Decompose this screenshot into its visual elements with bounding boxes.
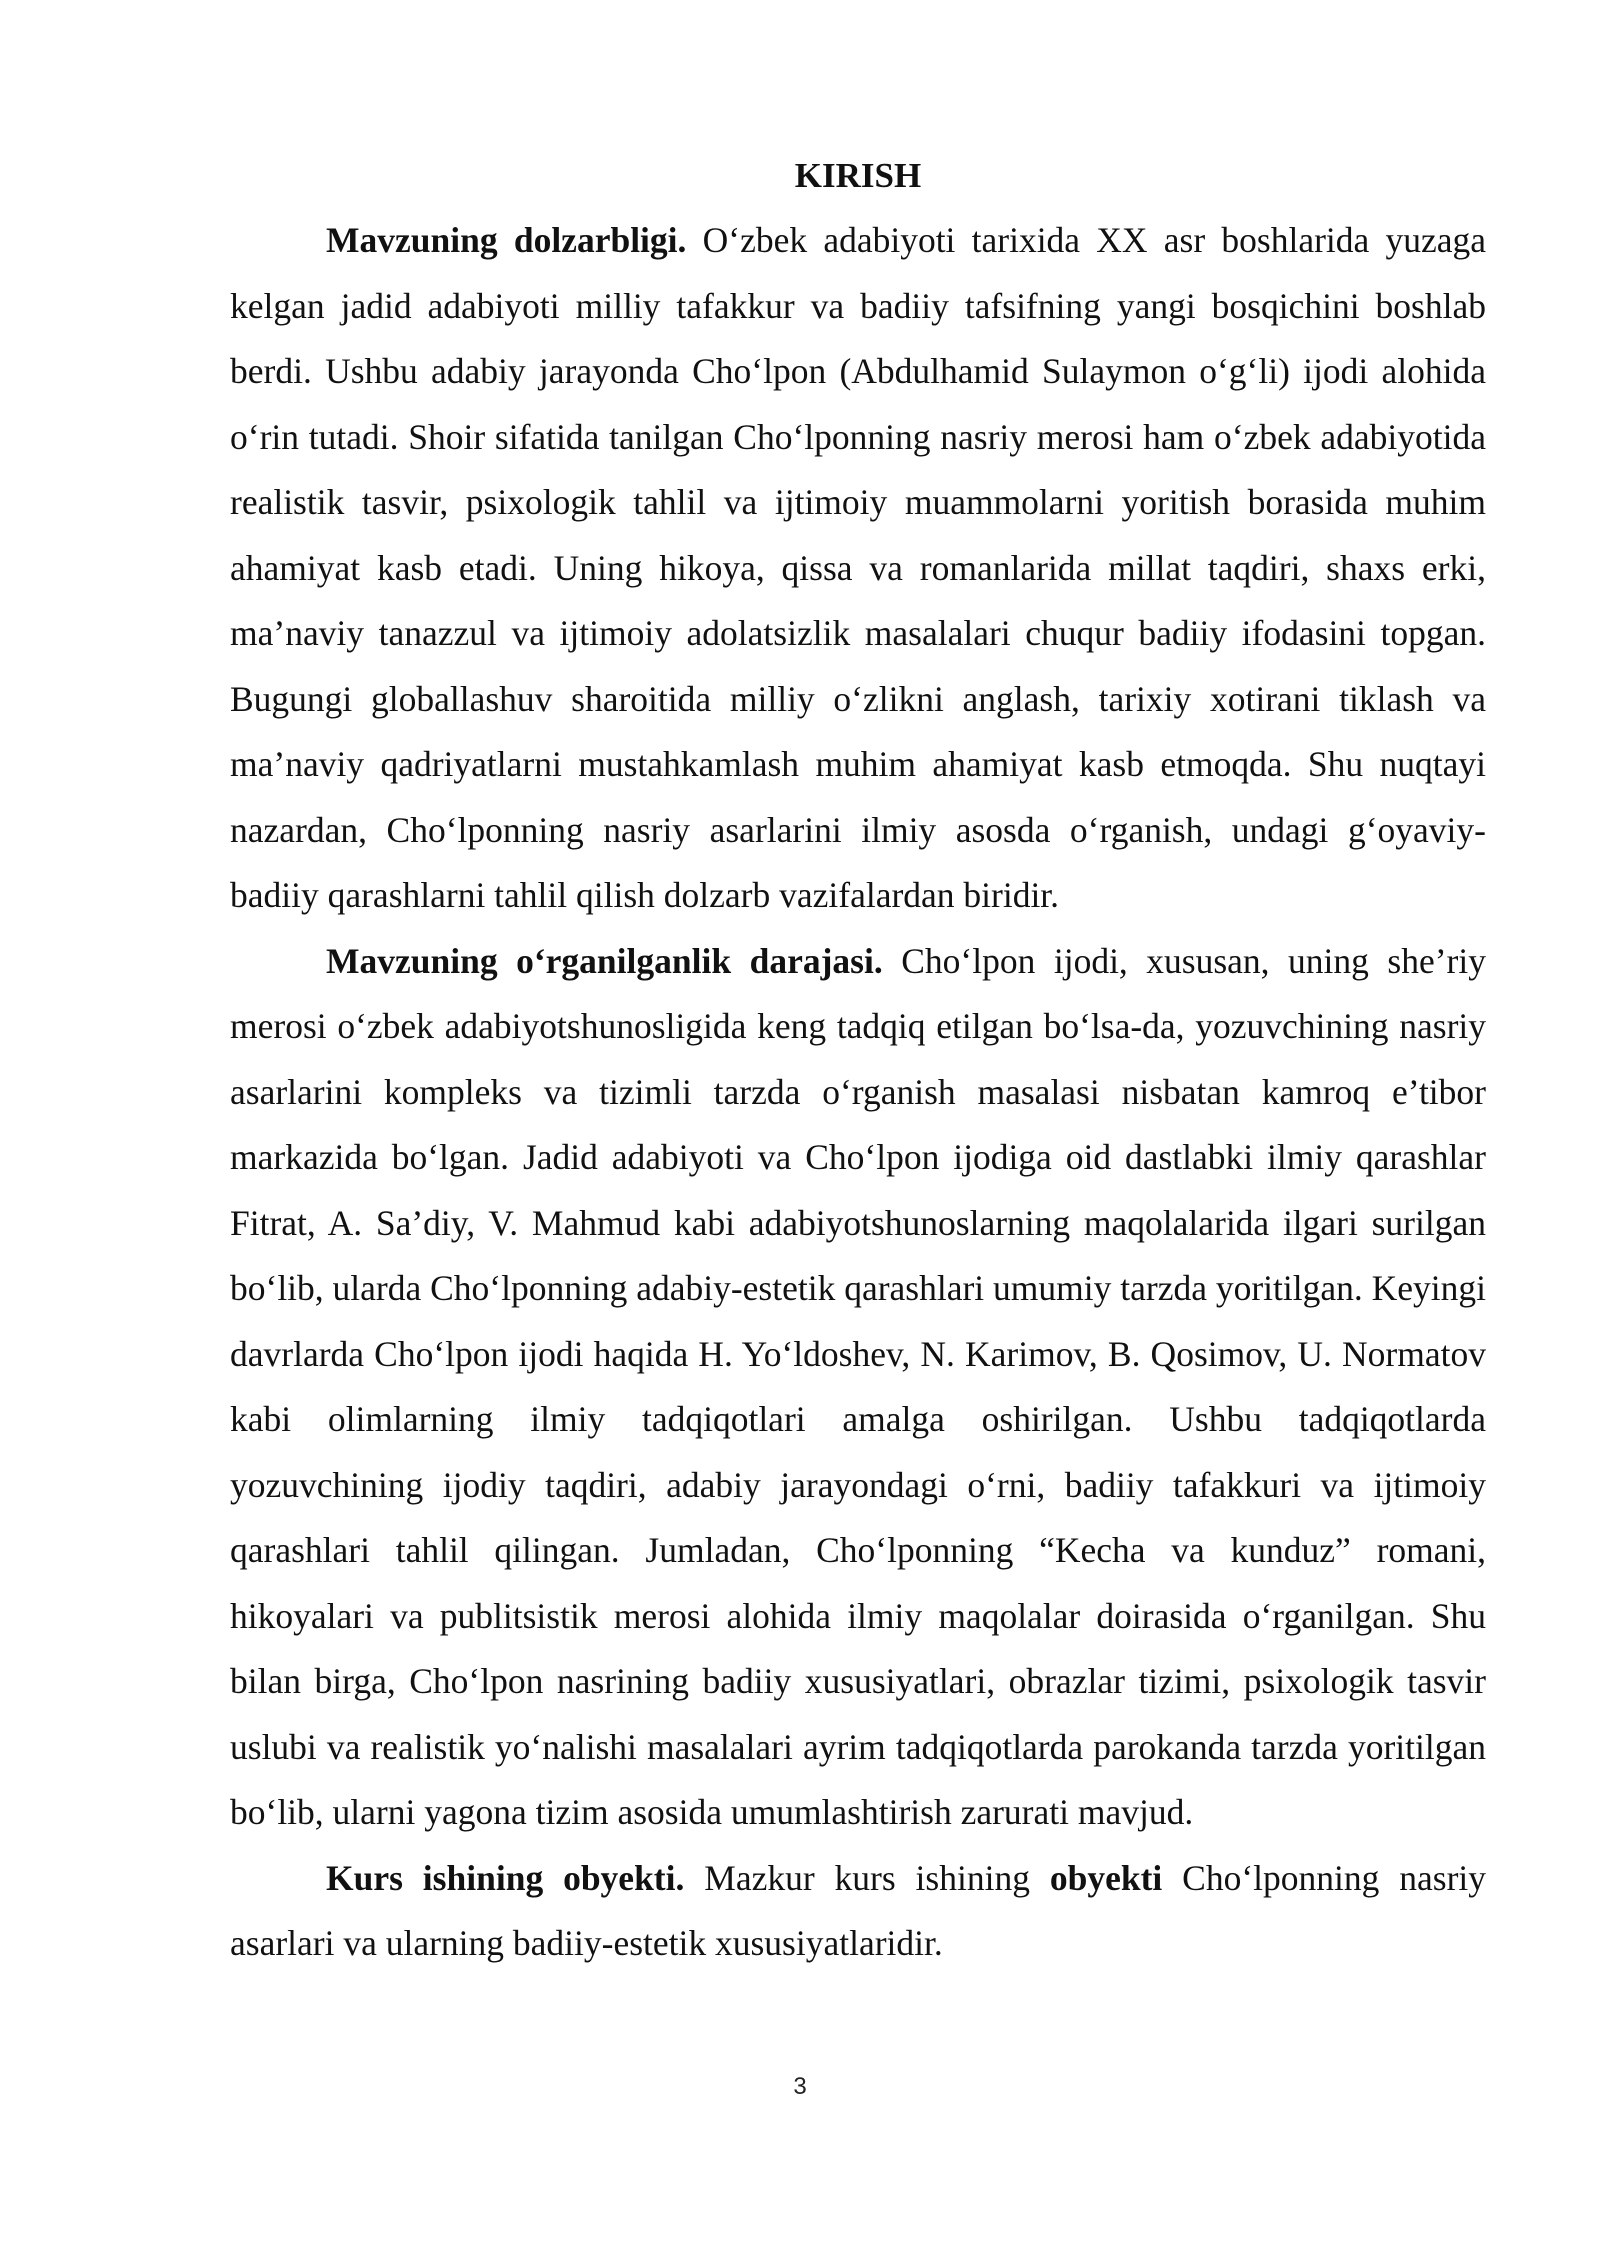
paragraph-emphasis-object: obyekti xyxy=(1049,1857,1163,1898)
paragraph-text-relevance: O‘zbek adabiyoti tarixida XX asr boshlarida yuzaga kelgan jadid adabiyoti milliy tafakkur va badiiy tafsifning yangi bosqichini boshlab berdi. Ushbu adabiy jarayonda Cho‘lpon (Abdulhamid Sulaymon o‘g‘li) ijodi alohida o‘rin tutadi. Shoir sifatida tanilgan Cho‘lponning nasriy merosi ham o‘zbek adabiyotida realistik tasvir, psixologik tahlil va ijtimoiy muammolarni yoritish borasida muhim ahamiyat kasb etadi. Uning hikoya, qissa va romanlarida millat taqdiri, shaxs erki, ma’naviy tanazzul va ijtimoiy adolatsizlik masalalari chuqur badiiy ifodasini topgan. Bugungi globallashuv sharoitida milliy o‘zlikni anglash, tarixiy xotirani tiklash va ma’naviy qadriyatlarni mustahkamlash muhim ahamiyat kasb etmoqda. Shu nuqtayi nazardan, Cho‘lponning nasriy asarlarini ilmiy asosda o‘rganish, undagi g‘oyaviy-badiiy qarashlarni tahlil qilish dolzarb vazifalardan biridir. xyxy=(230,220,1486,915)
page-number: 3 xyxy=(793,2073,807,2100)
paragraph-text-study-degree: Cho‘lpon ijodi, xususan, uning she’riy merosi o‘zbek adabiyotshunosligida keng tadqiq etilgan bo‘lsa-da, yozuvchining nasriy asarlarini kompleks va tizimli tarzda o‘rganish masalasi nisbatan kamroq e’tibor markazida bo‘lgan. Jadid adabiyoti va Cho‘lpon ijodiga oid dastlabki ilmiy qarashlar Fitrat, A. Sa’diy, V. Mahmud kabi adabiyotshunoslarning maqolalarida ilgari surilgan bo‘lib, ularda Cho‘lponning adabiy-estetik qarashlari umumiy tarzda yoritilgan. Keyingi davrlarda Cho‘lpon ijodi haqida H. Yo‘ldoshev, N. Karimov, B. Qosimov, U. Normatov kabi olimlarning ilmiy tadqiqotlari amalga oshirilgan. Ushbu tadqiqotlarda yozuvchining ijodiy taqdiri, adabiy jarayondagi o‘rni, badiiy tafakkuri va ijtimoiy qarashlari tahlil qilingan. Jumladan, Cho‘lponning “Kecha va kunduz” romani, hikoyalari va publitsistik merosi alohida ilmiy maqolalar doirasida o‘rganilgan. Shu bilan birga, Cho‘lpon nasrining badiiy xususiyatlari, obrazlar tizimi, psixologik tasvir uslubi va realistik yo‘nalishi masalalari ayrim tadqiqotlarda parokanda tarzda yoritilgan bo‘lib, ularni yagona tizim asosida umumlashtirish zarurati mavjud. xyxy=(230,940,1486,1832)
paragraph-text-object-after: Cho‘lponning nasriy asarlari va ularning badiiy-estetik xususiyatlaridir. xyxy=(230,1857,1486,1963)
paragraph-relevance xyxy=(230,208,1486,929)
paragraph-lead-relevance: Mavzuning dolzarbligi. xyxy=(326,220,687,260)
paragraph-lead-study-degree: Mavzuning o‘rganilganlik darajasi. xyxy=(326,940,883,981)
section-heading: KIRISH xyxy=(794,156,922,195)
paragraph-object xyxy=(230,1846,1486,1977)
page-content xyxy=(230,146,1486,1977)
paragraph-study-degree xyxy=(230,929,1486,1846)
paragraph-lead-object: Kurs ishining obyekti. xyxy=(326,1857,685,1898)
paragraph-text-object-before: Mazkur kurs ishining xyxy=(684,1857,1050,1898)
